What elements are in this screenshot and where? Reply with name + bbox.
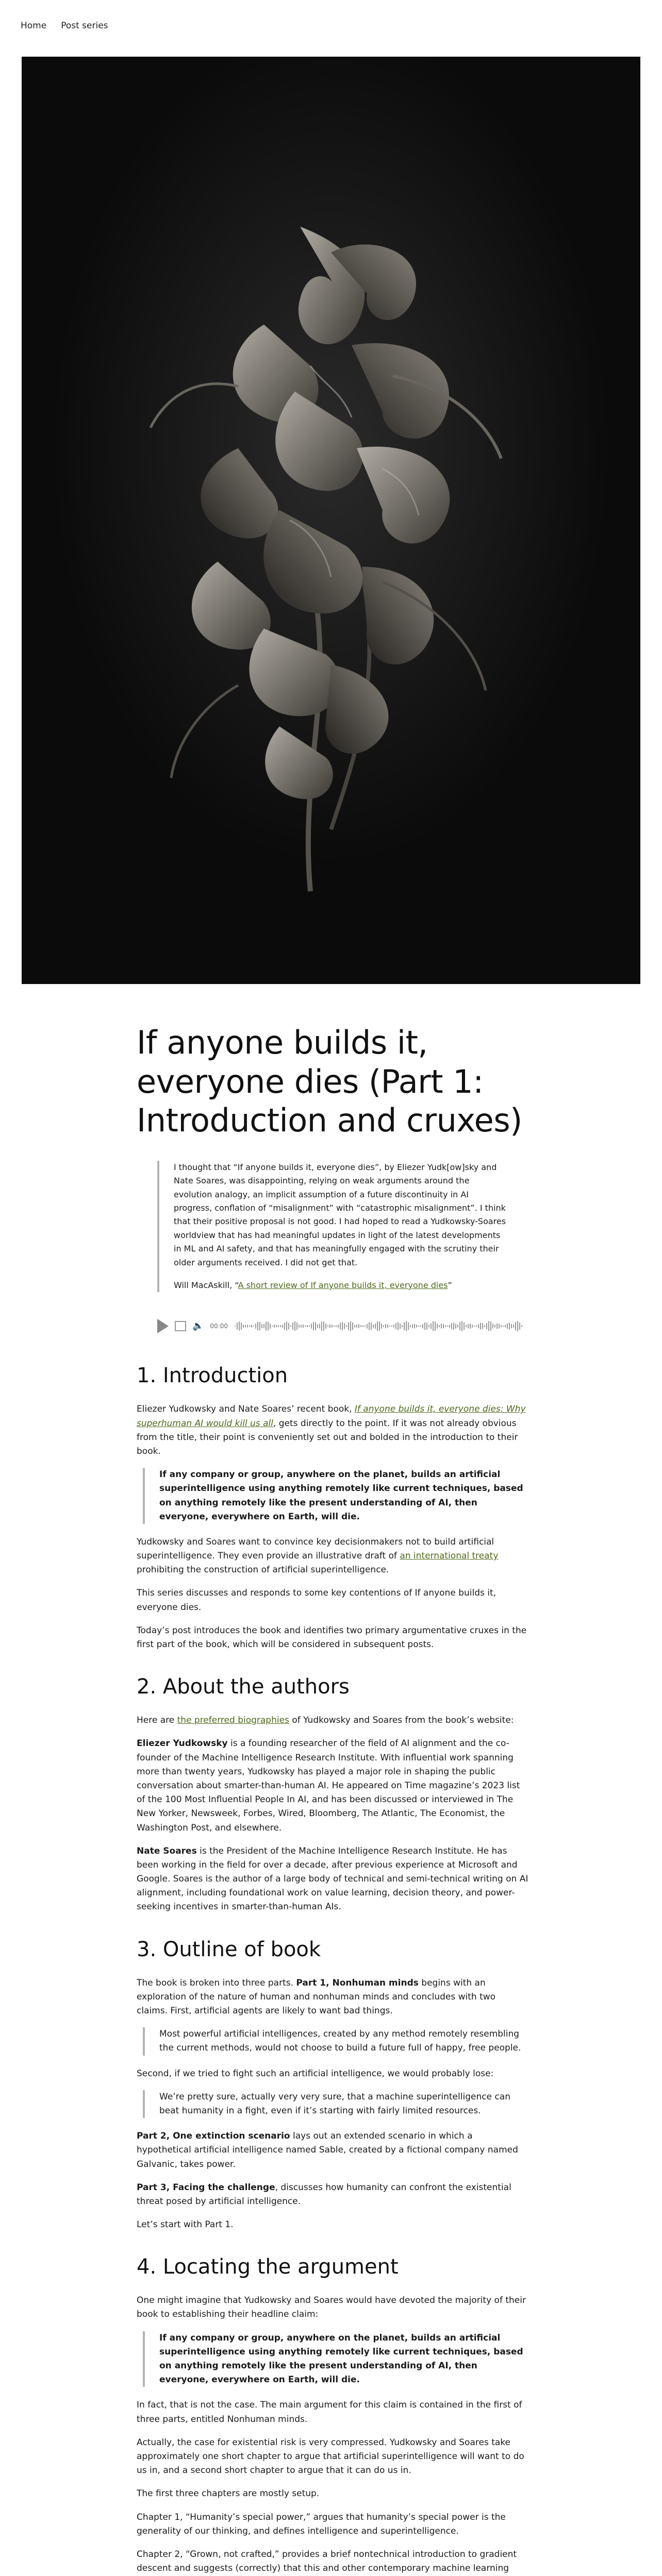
play-icon[interactable] <box>157 1319 169 1333</box>
citation-suffix: ” <box>448 1280 452 1290</box>
top-navigation <box>0 0 662 52</box>
headline-claim-quote <box>143 2331 528 2387</box>
epigraph-citation <box>174 1279 508 1292</box>
headline-claim-quote <box>143 1468 528 1524</box>
volume-icon[interactable]: 🔈 <box>192 1320 204 1331</box>
paragraph <box>137 1714 528 1727</box>
audio-time: 00:00 <box>210 1322 228 1330</box>
text: begins with an exploration of the nature of human and nonhuman minds and concludes with two claims. First, artificial agents are likely to want bad things. <box>137 1977 496 2016</box>
paragraph <box>137 2129 528 2172</box>
quote <box>143 2090 528 2118</box>
text: The book is broken into three parts. <box>137 1977 296 1988</box>
paragraph <box>137 1402 528 1459</box>
paragraph: Chapter 1, “Humanity’s special power,” argues that humanity’s special power is the generality of our thinking, and defines intelligence and superintelligence. <box>137 2512 506 2536</box>
stop-icon[interactable] <box>175 1321 186 1331</box>
paragraph: In fact, that is not the case. The main argument for this claim is contained in the first of three parts, entitled Nonhuman minds. <box>137 2400 522 2425</box>
text: , discusses how humanity can confront the existential threat posed by artificial intelligence. <box>137 2182 511 2207</box>
yudkowsky-bio <box>137 1737 528 1835</box>
page-title: If anyone builds it, everyone dies (Part 1: Introduction and cruxes) <box>137 1024 522 1140</box>
treaty-link[interactable]: an international treaty <box>400 1551 499 1562</box>
section-heading-authors: 2. About the authors <box>137 1675 350 1699</box>
text: Yudkowsky and Soares want to convince key decisionmakers not to build artificial superintelligence. They even provide an illustrative draft of <box>137 1536 494 1562</box>
paragraph: Today’s post introduces the book and identifies two primary argumentative cruxes in the first part of the book, which will be considered in subsequent posts. <box>137 1625 527 1650</box>
author-name: Nate Soares <box>137 1845 197 1856</box>
withered-flowers-illustration <box>22 57 640 984</box>
text: , gets directly to the point. If it was not already obvious from the title, their point is conveniently set out and bolded in the introduction to their book. <box>137 1418 518 1456</box>
hero-image <box>22 57 640 984</box>
text: lays out an extended scenario in which a hypothetical artificial intelligence named Sable, created by a fictional company named Galvanic, takes power. <box>137 2131 518 2170</box>
paragraph <box>137 1535 528 1578</box>
bio-text: is the President of the Machine Intelligence Research Institute. He has been working in the field for over a decade, after previous experience at Microsoft and Google. Soares is the author of a large body of technical and semi-technical writing on AI alignment, including foundational work on value learning, decision theory, and power-seeking incentives in smarter-than-human AIs. <box>137 1845 528 1912</box>
audio-player <box>157 1316 528 1336</box>
citation-link[interactable]: A short review of If anyone builds it, everyone dies <box>238 1280 448 1290</box>
epigraph-text: I thought that “If anyone builds it, everyone dies”, by Eliezer Yudk[ow]sky and Nate Soares, was disappointing, relying on weak arguments around the evolution analogy, an implicit assumption of a future discontinuity in AI progress, conflation of “misalignment” with “catastrophic misalignment”. I think that their positive proposal is not good. I had hoped to read a Yudkowsky-Soares worldview that has had meaningful updates in light of the latest developments in ML and AI safety, and that has meaningfully engaged with the scrutiny their older arguments received. I did not get that. <box>174 1162 506 1267</box>
section-heading-outline: 3. Outline of book <box>137 1937 321 1961</box>
part-label: Part 3, Facing the challenge <box>137 2182 275 2193</box>
paragraph <box>137 1976 528 2019</box>
bio-text: is a founding researcher of the field of AI alignment and the co-founder of the Machine Intelligence Research Institute. With influential work spanning more than twenty years, Yudkowsky has played a major role in shaping the public conversation about smarter-than-human AI. He appeared on Time magazine’s 2023 list of the 100 Most Influential People In AI, and has been discussed or interviewed in The New Yorker, Newsweek, Forbes, Wired, Bloomberg, The Atlantic, The Economist, the Washington Post, and elsewhere. <box>137 1738 520 1833</box>
paragraph: This series discusses and responds to some key contentions of If anyone builds it, everyone dies. <box>137 1588 496 1613</box>
text: prohibiting the construction of artificial superintelligence. <box>137 1565 389 1575</box>
article <box>137 1023 528 2576</box>
quote-text: We’re pretty sure, actually very very sure, that a machine superintelligence can beat humanity in a fight, even if it’s starting with fairly limited resources. <box>159 2091 510 2116</box>
text: of Yudkowsky and Soares from the book’s website: <box>289 1715 514 1726</box>
paragraph: One might imagine that Yudkowsky and Soares would have devoted the majority of their book to establishing their headline claim: <box>137 2295 526 2320</box>
nav-home-link[interactable]: Home <box>21 21 47 31</box>
paragraph: Let’s start with Part 1. <box>137 2219 234 2230</box>
nav-post-series-link[interactable]: Post series <box>61 21 108 31</box>
paragraph <box>137 2181 528 2209</box>
section-heading-introduction: 1. Introduction <box>137 1364 288 1388</box>
biographies-link[interactable]: the preferred biographies <box>177 1715 289 1726</box>
book-link[interactable]: If anyone builds it, everyone dies: Why superhuman AI would kill us all <box>137 1404 526 1429</box>
soares-bio <box>137 1844 528 1914</box>
text: Eliezer Yudkowsky and Nate Soares’ recent book, <box>137 1404 355 1415</box>
paragraph: Actually, the case for existential risk is very compressed. Yudkowsky and Soares take approximately one short chapter to argue that artificial superintelligence will want to do us in, and a second short chapter to argue that it can do us in. <box>137 2437 524 2476</box>
text: Here are <box>137 1715 177 1726</box>
quote-text: If any company or group, anywhere on the planet, builds an artificial superintelligence using anything remotely like current techniques, based on anything remotely like the present understanding of AI, then everyone, everywhere on Earth, will die. <box>159 1469 523 1522</box>
paragraph: Second, if we tried to fight such an artificial intelligence, we would probably lose: <box>137 2068 494 2079</box>
epigraph <box>157 1161 508 1293</box>
audio-waveform[interactable] <box>234 1320 523 1332</box>
citation-prefix: Will MacAskill, “ <box>174 1280 238 1290</box>
part-label: Part 1, Nonhuman minds <box>296 1977 419 1988</box>
quote-text: Most powerful artificial intelligences, created by any method remotely resembling the current methods, would not choose to build a future full of happy, free people. <box>159 2029 521 2054</box>
author-name: Eliezer Yudkowsky <box>137 1738 228 1749</box>
quote <box>143 2027 528 2055</box>
paragraph: Chapter 2, “Grown, not crafted,” provides a brief nontechnical introduction to gradient descent and suggests (correctly) that this and other contemporary machine learning <box>137 2549 517 2574</box>
paragraph: The first three chapters are mostly setup. <box>137 2488 320 2499</box>
section-heading-locating: 4. Locating the argument <box>137 2255 399 2279</box>
quote-text: If any company or group, anywhere on the planet, builds an artificial superintelligence using anything remotely like current techniques, based on anything remotely like the present understanding of AI, then everyone, everywhere on Earth, will die. <box>159 2332 523 2385</box>
part-label: Part 2, One extinction scenario <box>137 2131 290 2142</box>
